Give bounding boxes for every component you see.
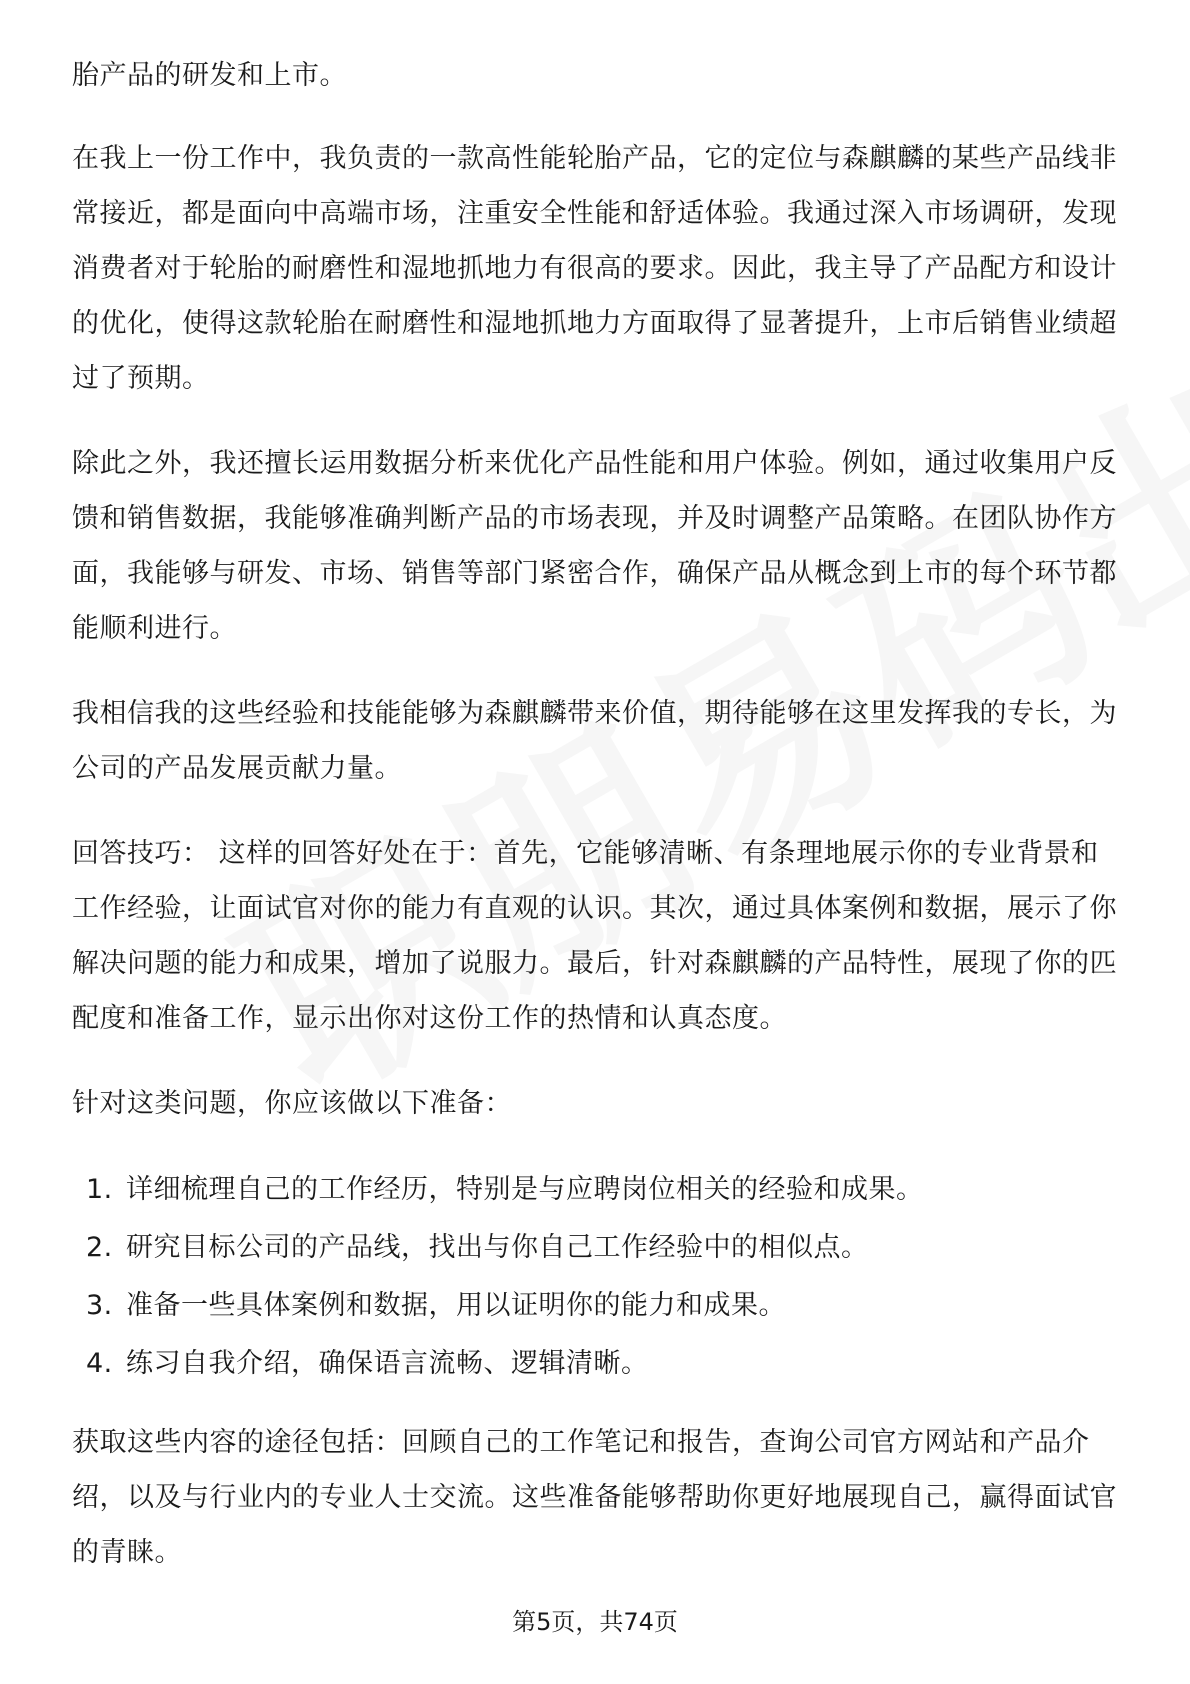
list-item-number: 2. (86, 1232, 113, 1263)
paragraph-answer-tips: 回答技巧： 这样的回答好处在于：首先，它能够清晰、有条理地展示你的专业背景和工作经验，让面试官对你的能力有直观的认识。其次，通过具体案例和数据，展示了你解决问题的能力和成果，增加了说服力。最后，针对森麒麟的产品特性，展现了你的匹配度和准备工作，显示出你对这份工作的热情和认真态度。 (72, 838, 1117, 1034)
list-item (72, 1335, 1122, 1393)
list-item (72, 1277, 1122, 1335)
paragraph-prep-intro: 针对这类问题，你应该做以下准备： (72, 1088, 512, 1119)
paragraph-experience: 在我上一份工作中，我负责的一款高性能轮胎产品，它的定位与森麒麟的某些产品线非常接近，都是面向中高端市场，注重安全性能和舒适体验。我通过深入市场调研，发现消费者对于轮胎的耐磨性和湿地抓地力有很高的要求。因此，我主导了产品配方和设计的优化，使得这款轮胎在耐磨性和湿地抓地力方面取得了显著提升，上市后销售业绩超过了预期。 (72, 143, 1117, 394)
paragraph-value: 我相信我的这些经验和技能能够为森麒麟带来价值，期待能够在这里发挥我的专长，为公司的产品发展贡献力量。 (72, 698, 1117, 784)
list-item-number: 4. (86, 1348, 113, 1379)
paragraph-closing: 获取这些内容的途径包括：回顾自己的工作笔记和报告，查询公司官方网站和产品介绍，以及与行业内的专业人士交流。这些准备能够帮助你更好地展现自己，赢得面试官的青睐。 (72, 1427, 1117, 1568)
list-item-text: 练习自我介绍，确保语言流畅、逻辑清晰。 (126, 1348, 649, 1379)
list-item (72, 1161, 1122, 1219)
document-body (72, 48, 1122, 1610)
list-item (72, 1219, 1122, 1277)
list-item-text: 研究目标公司的产品线，找出与你自己工作经验中的相似点。 (126, 1232, 869, 1263)
list-item-text: 准备一些具体案例和数据，用以证明你的能力和成果。 (126, 1290, 786, 1321)
list-item-text: 详细梳理自己的工作经历，特别是与应聘岗位相关的经验和成果。 (126, 1174, 924, 1205)
preparation-list (72, 1161, 1122, 1393)
page-number-footer: 第5页，共74页 (512, 1608, 678, 1636)
list-item-number: 3. (86, 1290, 113, 1321)
list-item-number: 1. (86, 1174, 113, 1205)
paragraph-intro-continuation: 胎产品的研发和上市。 (72, 60, 347, 91)
paragraph-data-analysis: 除此之外，我还擅长运用数据分析来优化产品性能和用户体验。例如，通过收集用户反馈和销售数据，我能够准确判断产品的市场表现，并及时调整产品策略。在团队协作方面，我能够与研发、市场、销售等部门紧密合作，确保产品从概念到上市的每个环节都能顺利进行。 (72, 448, 1117, 644)
